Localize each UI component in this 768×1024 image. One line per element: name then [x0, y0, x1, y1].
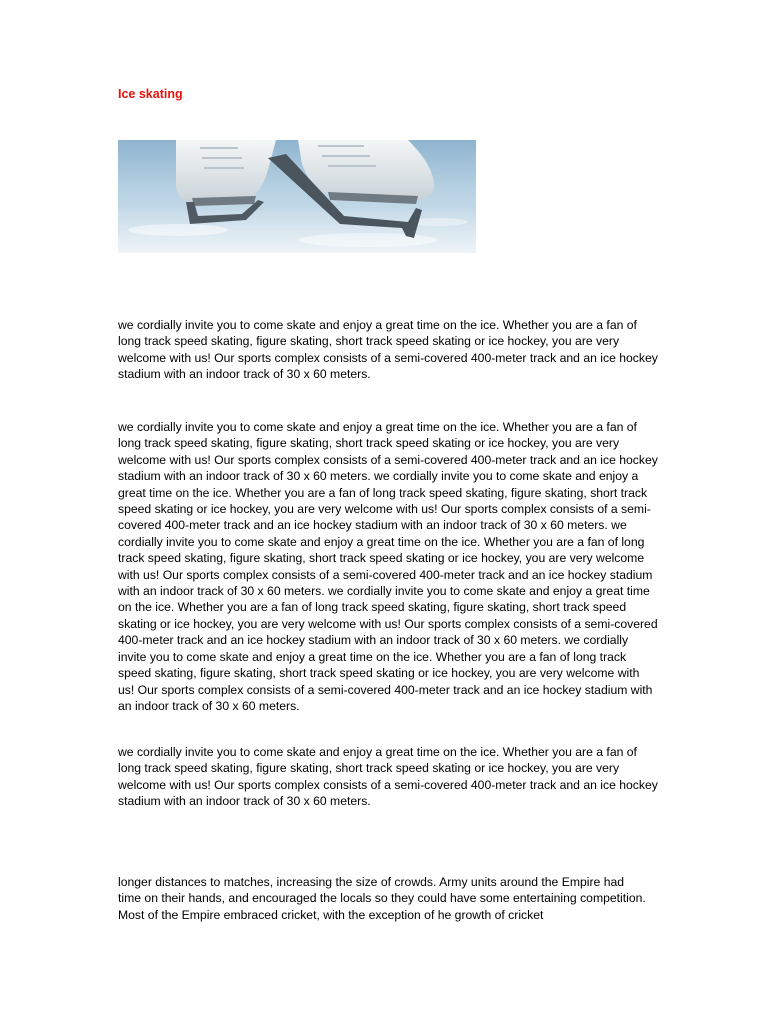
paragraph: we cordially invite you to come skate and enjoy a great time on the ice. Whether you are a fan of long track speed skating, figure skating, short track speed skating or ice hockey, you are very welcome with us! Our sports complex consists of a semi-covered 400-meter track and an ice hockey stadium with an indoor track of 30 x 60 meters.: [118, 745, 658, 809]
page-title: Ice skating: [118, 87, 183, 101]
paragraph: we cordially invite you to come skate and enjoy a great time on the ice. Whether you are a fan of long track speed skating, figure skating, short track speed skating or ice hockey, you are very welcome with us! Our sports complex consists of a semi-covered 400-meter track and an ice hockey stadium with an indoor track of 30 x 60 meters.: [118, 318, 658, 382]
ice-skates-photo: [118, 140, 476, 253]
paragraph: longer distances to matches, increasing the size of crowds. Army units around the Empire had time on their hands, and encouraged the locals so they could have some entertaining competition. Most of the Empire embraced cricket, with the exception of he growth of cricket: [118, 875, 646, 922]
paragraph: we cordially invite you to come skate and enjoy a great time on the ice. Whether you are a fan of long track speed skating, figure skating, short track speed skating or ice hockey, you are very welcome with us! Our sports complex consists of a semi-covered 400-meter track and an ice hockey stadium with an indoor track of 30 x 60 meters. we cordially invite you to come skate and enjoy a great time on the ice. Whether you are a fan of long track speed skating, figure skating, short track speed skating or ice hockey, you are very welcome with us! Our sports complex consists of a semi-covered 400-meter track and an ice hockey stadium with an indoor track of 30 x 60 meters. we cordially invite you to come skate and enjoy a great time on the ice. Whether you are a fan of long track speed skating, figure skating, short track speed skating or ice hockey, you are very welcome with us! Our sports complex consists of a semi-covered 400-meter track and an ice hockey stadium with an indoor track of 30 x 60 meters. we cordially invite you to come skate and enjoy a great time on the ice. Whether you are a fan of long track speed skating, figure skating, short track speed skating or ice hockey, you are very welcome with us! Our sports complex consists of a semi-covered 400-meter track and an ice hockey stadium with an indoor track of 30 x 60 meters. we cordially invite you to come skate and enjoy a great time on the ice. Whether you are a fan of long track speed skating, figure skating, short track speed skating or ice hockey, you are very welcome with us! Our sports complex consists of a semi-covered 400-meter track and an ice hockey stadium with an indoor track of 30 x 60 meters.: [118, 420, 658, 713]
